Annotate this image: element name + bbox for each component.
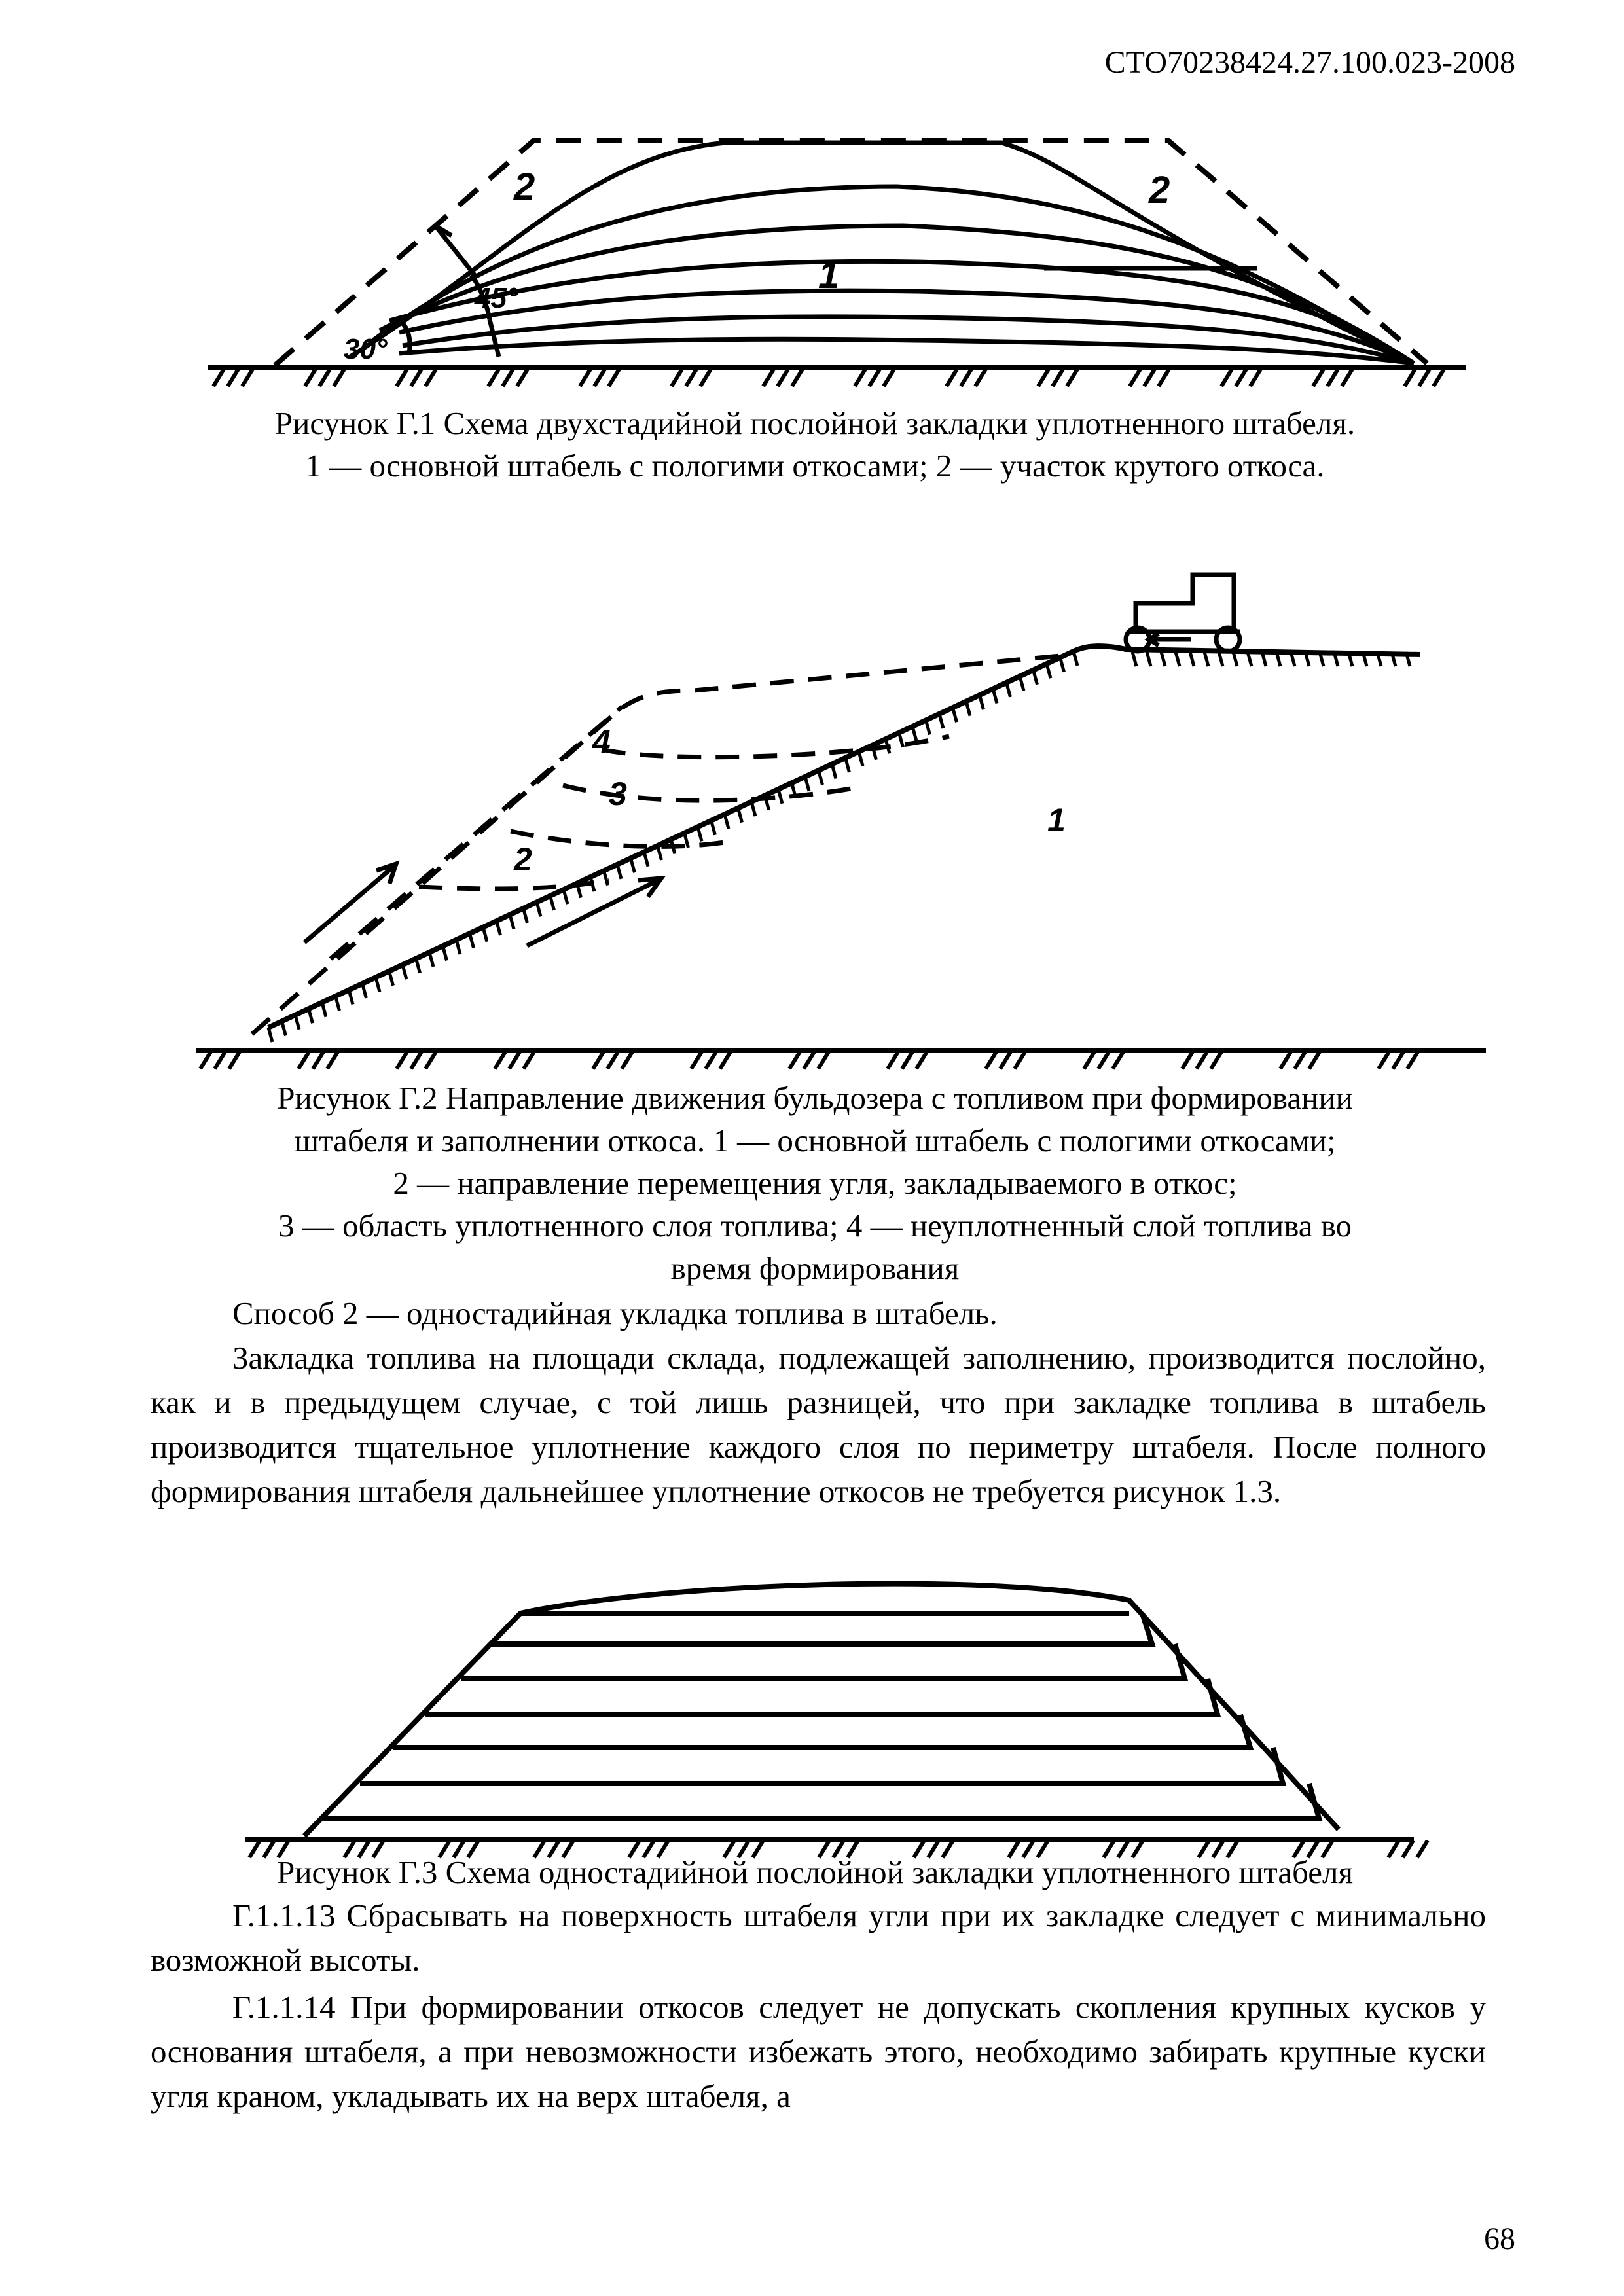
- method-2-paragraph: Закладка топлива на площади склада, подлежащей заполнению, производится послойно, как и в предыдущем случае, с той лишь разницей, что при закладке топлива в штабель производится тщательное уплотнение каждого слоя по периметру штабеля. После полного формирования штабеля дальнейшее уплотнение откосов не требуется рисунок 1.3.: [151, 1340, 1486, 1509]
- caption-line: 1 — основной штабель с пологими откосами; 2 — участок крутого откоса.: [305, 448, 1325, 484]
- figure-3-caption: Рисунок Г.3 Схема одностадийной послойной закладки уплотненного штабеля: [277, 1854, 1353, 1890]
- bulldozer-icon: [1126, 575, 1240, 651]
- clause-g-1-1-14: Г.1.1.14 При формировании откосов следует не допускать скопления крупных кусков у основания штабеля, а при невозможности избежать этого, необходимо забирать крупные куски угля краном, укладывать их на верх штабеля, а: [151, 1989, 1486, 2114]
- fig2-label-main: 1: [1047, 802, 1066, 838]
- ground-hatching: [213, 369, 1444, 386]
- fig2-label-dir: 2: [514, 841, 532, 878]
- fig2-label-loose: 4: [592, 723, 611, 760]
- clause-g-1-1-13: Г.1.1.13 Сбрасывать на поверхность штабеля угли при их закладке следует с минимально возможной высоты.: [151, 1897, 1486, 1978]
- slope-hatching: [268, 651, 1410, 1042]
- figure-1-diagram: [0, 124, 1624, 406]
- figure-1-caption: [151, 402, 1479, 487]
- fig1-label-angle30: 30°: [344, 333, 388, 365]
- fig1-label-slope-right: 2: [1149, 169, 1170, 211]
- figure-2-diagram: [0, 550, 1624, 1073]
- caption-line: 3 — область уплотненного слоя топлива; 4 — неуплотненный слой топлива во: [278, 1208, 1352, 1244]
- method-2-title: Способ 2 — одностадийная укладка топлива в штабель.: [232, 1295, 998, 1331]
- fig1-label-main: 1: [818, 254, 840, 296]
- figure-2-caption: [151, 1077, 1479, 1289]
- caption-line: время формирования: [670, 1250, 960, 1286]
- caption-line: Рисунок Г.2 Направление движения бульдозера с топливом при формировании: [277, 1080, 1353, 1116]
- fig1-label-slope-left: 2: [514, 166, 535, 208]
- caption-line: Рисунок Г.1 Схема двухстадийной послойной закладки уплотненного штабеля.: [274, 405, 1356, 441]
- figure-3-diagram: [0, 1564, 1624, 1865]
- fig1-label-angle45: 45°: [475, 282, 518, 314]
- page-number: 68: [1484, 2221, 1515, 2256]
- fig2-label-compacted: 3: [609, 776, 627, 812]
- caption-line: 2 — направление перемещения угля, закладываемого в откос;: [393, 1165, 1237, 1201]
- ground-hatching: [200, 1052, 1418, 1069]
- document-code: СТО70238424.27.100.023-2008: [1104, 45, 1515, 80]
- caption-line: штабеля и заполнении откоса. 1 — основной штабель с пологими откосами;: [294, 1122, 1336, 1158]
